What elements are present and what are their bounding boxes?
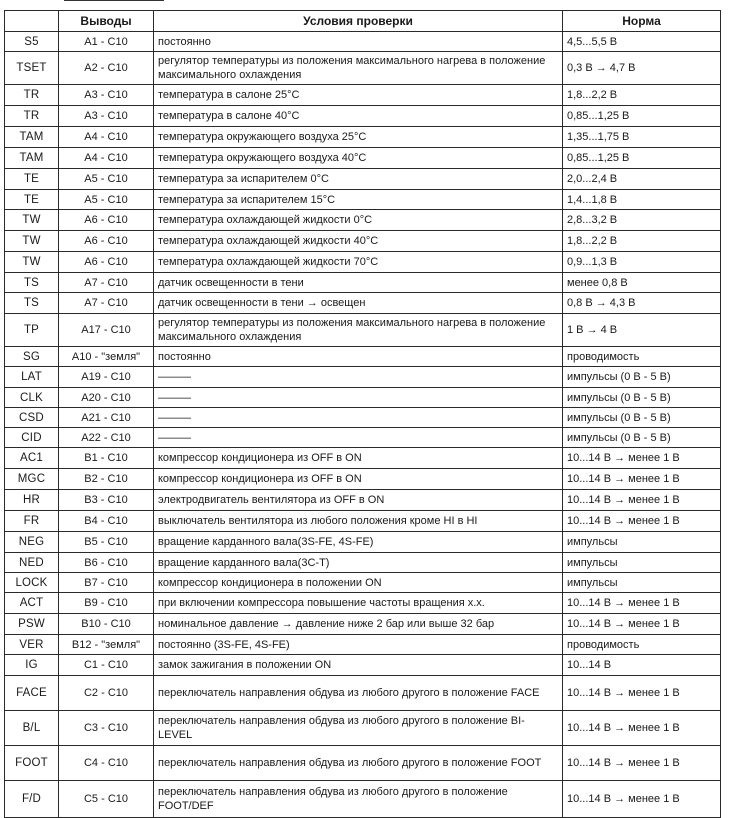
terminal-pins: B6 - C10 bbox=[59, 553, 154, 573]
terminal-pins: B12 - "земля" bbox=[59, 635, 154, 655]
check-condition: температура охлаждающей жидкости 40°C bbox=[154, 231, 563, 252]
check-condition: температура в салоне 25°C bbox=[154, 85, 563, 106]
norm-value: импульсы bbox=[563, 553, 721, 573]
table-row bbox=[5, 532, 721, 553]
terminal-pins: A6 - C10 bbox=[59, 252, 154, 273]
check-condition: температура за испарителем 0°C bbox=[154, 169, 563, 190]
signal-code: TAM bbox=[5, 148, 59, 169]
norm-value: проводимость bbox=[563, 347, 721, 367]
norm-value: 10...14 В → менее 1 В bbox=[563, 511, 721, 532]
terminal-pins: A6 - C10 bbox=[59, 231, 154, 252]
terminal-pins: A3 - C10 bbox=[59, 106, 154, 127]
norm-value: 1,35...1,75 В bbox=[563, 127, 721, 148]
norm-value: 10...14 В → менее 1 В bbox=[563, 593, 721, 614]
table-row bbox=[5, 490, 721, 511]
norm-value: 0,3 В → 4,7 В bbox=[563, 52, 721, 85]
signal-code: B/L bbox=[5, 711, 59, 746]
table-row bbox=[5, 85, 721, 106]
table-row bbox=[5, 106, 721, 127]
signal-code: FR bbox=[5, 511, 59, 532]
check-condition: температура окружающего воздуха 40°C bbox=[154, 148, 563, 169]
terminal-pins: C3 - C10 bbox=[59, 711, 154, 746]
check-condition: переключатель направления обдува из любого другого в положение FACE bbox=[154, 676, 563, 711]
check-condition: электродвигатель вентилятора из OFF в ON bbox=[154, 490, 563, 511]
terminal-pins: A22 - C10 bbox=[59, 428, 154, 448]
terminal-pins: C2 - C10 bbox=[59, 676, 154, 711]
check-condition: вращение карданного вала(3C-T) bbox=[154, 553, 563, 573]
signal-code: NEG bbox=[5, 532, 59, 553]
check-condition: ——— bbox=[154, 388, 563, 408]
check-condition: при включении компрессора повышение частоты вращения х.х. bbox=[154, 593, 563, 614]
signal-code: CLK bbox=[5, 388, 59, 408]
check-condition: температура за испарителем 15°C bbox=[154, 190, 563, 210]
table-row bbox=[5, 273, 721, 293]
ecu-terminal-check-table bbox=[4, 10, 721, 818]
check-condition: регулятор температуры из положения максимального нагрева в положение максимального охлаждения bbox=[154, 314, 563, 347]
norm-value: 10...14 В → менее 1 В bbox=[563, 490, 721, 511]
norm-value: 0,85...1,25 В bbox=[563, 148, 721, 169]
terminal-pins: A6 - C10 bbox=[59, 210, 154, 231]
check-condition: температура в салоне 40°C bbox=[154, 106, 563, 127]
table-row bbox=[5, 190, 721, 210]
check-condition: постоянно (3S-FE, 4S-FE) bbox=[154, 635, 563, 655]
table-row bbox=[5, 553, 721, 573]
check-condition: температура охлаждающей жидкости 70°C bbox=[154, 252, 563, 273]
norm-value: импульсы (0 В - 5 В) bbox=[563, 428, 721, 448]
signal-code: MGC bbox=[5, 469, 59, 490]
check-condition: датчик освещенности в тени → освещен bbox=[154, 293, 563, 314]
signal-code: FOOT bbox=[5, 746, 59, 781]
norm-value: 2,8...3,2 В bbox=[563, 210, 721, 231]
table-row bbox=[5, 428, 721, 448]
table-row bbox=[5, 231, 721, 252]
table-row bbox=[5, 711, 721, 746]
norm-value: 10...14 В → менее 1 В bbox=[563, 469, 721, 490]
table-row bbox=[5, 635, 721, 655]
signal-code: CID bbox=[5, 428, 59, 448]
table-row bbox=[5, 32, 721, 52]
check-condition: постоянно bbox=[154, 32, 563, 52]
signal-code: TE bbox=[5, 190, 59, 210]
norm-value: проводимость bbox=[563, 635, 721, 655]
table-row bbox=[5, 593, 721, 614]
check-condition: выключатель вентилятора из любого положения кроме HI в HI bbox=[154, 511, 563, 532]
signal-code: TW bbox=[5, 210, 59, 231]
table-row bbox=[5, 676, 721, 711]
terminal-pins: A1 - C10 bbox=[59, 32, 154, 52]
terminal-pins: A21 - C10 bbox=[59, 408, 154, 428]
terminal-pins: A7 - C10 bbox=[59, 293, 154, 314]
check-condition: компрессор кондиционера из OFF в ON bbox=[154, 448, 563, 469]
table-row bbox=[5, 252, 721, 273]
check-condition: постоянно bbox=[154, 347, 563, 367]
signal-code: TR bbox=[5, 106, 59, 127]
signal-code: LAT bbox=[5, 367, 59, 388]
terminal-pins: B7 - C10 bbox=[59, 573, 154, 593]
table-row bbox=[5, 127, 721, 148]
norm-value: 10...14 В → менее 1 В bbox=[563, 781, 721, 818]
check-condition: вращение карданного вала(3S-FE, 4S-FE) bbox=[154, 532, 563, 553]
terminal-pins: B2 - C10 bbox=[59, 469, 154, 490]
terminal-pins: A5 - C10 bbox=[59, 190, 154, 210]
norm-value: менее 0,8 В bbox=[563, 273, 721, 293]
terminal-pins: A4 - C10 bbox=[59, 127, 154, 148]
norm-value: 1,4...1,8 В bbox=[563, 190, 721, 210]
norm-value: 0,9...1,3 В bbox=[563, 252, 721, 273]
norm-value: 0,8 В → 4,3 В bbox=[563, 293, 721, 314]
norm-value: 1,8...2,2 В bbox=[563, 231, 721, 252]
table-row bbox=[5, 347, 721, 367]
signal-code: TSET bbox=[5, 52, 59, 85]
signal-code: HR bbox=[5, 490, 59, 511]
table-row bbox=[5, 614, 721, 635]
norm-value: импульсы bbox=[563, 573, 721, 593]
norm-value: 1 В → 4 В bbox=[563, 314, 721, 347]
terminal-pins: B5 - C10 bbox=[59, 532, 154, 553]
signal-code: S5 bbox=[5, 32, 59, 52]
signal-code: TAM bbox=[5, 127, 59, 148]
signal-code: SG bbox=[5, 347, 59, 367]
norm-value: 10...14 В → менее 1 В bbox=[563, 746, 721, 781]
terminal-pins: A17 - C10 bbox=[59, 314, 154, 347]
norm-value: импульсы bbox=[563, 532, 721, 553]
table-row bbox=[5, 511, 721, 532]
signal-code: IG bbox=[5, 655, 59, 676]
table-row bbox=[5, 781, 721, 818]
header-norm: Норма bbox=[563, 11, 721, 32]
table-row bbox=[5, 367, 721, 388]
header-conditions: Условия проверки bbox=[154, 11, 563, 32]
terminal-pins: A20 - C10 bbox=[59, 388, 154, 408]
signal-code: TW bbox=[5, 231, 59, 252]
terminal-pins: C1 - C10 bbox=[59, 655, 154, 676]
table-row bbox=[5, 210, 721, 231]
signal-code: TW bbox=[5, 252, 59, 273]
terminal-pins: B1 - C10 bbox=[59, 448, 154, 469]
check-condition: компрессор кондиционера из OFF в ON bbox=[154, 469, 563, 490]
terminal-pins: B4 - C10 bbox=[59, 511, 154, 532]
header-row bbox=[5, 11, 721, 32]
table-row bbox=[5, 314, 721, 347]
norm-value: 10...14 В bbox=[563, 655, 721, 676]
table-row bbox=[5, 148, 721, 169]
signal-code: VER bbox=[5, 635, 59, 655]
signal-code: TP bbox=[5, 314, 59, 347]
terminal-pins: B10 - C10 bbox=[59, 614, 154, 635]
check-condition: ——— bbox=[154, 408, 563, 428]
table-row bbox=[5, 469, 721, 490]
terminal-pins: A5 - C10 bbox=[59, 169, 154, 190]
signal-code: NED bbox=[5, 553, 59, 573]
signal-code: TE bbox=[5, 169, 59, 190]
norm-value: 10...14 В → менее 1 В bbox=[563, 676, 721, 711]
table-row bbox=[5, 655, 721, 676]
check-condition: компрессор кондиционера в положении ON bbox=[154, 573, 563, 593]
norm-value: 10...14 В → менее 1 В bbox=[563, 614, 721, 635]
table-row bbox=[5, 573, 721, 593]
table-row bbox=[5, 746, 721, 781]
terminal-pins: B9 - C10 bbox=[59, 593, 154, 614]
table-row bbox=[5, 169, 721, 190]
header-pins: Выводы bbox=[59, 11, 154, 32]
check-condition: ——— bbox=[154, 428, 563, 448]
norm-value: импульсы (0 В - 5 В) bbox=[563, 408, 721, 428]
signal-code: TS bbox=[5, 273, 59, 293]
signal-code: TR bbox=[5, 85, 59, 106]
signal-code: PSW bbox=[5, 614, 59, 635]
terminal-pins: A7 - C10 bbox=[59, 273, 154, 293]
check-condition: переключатель направления обдува из любого другого в положение FOOT/DEF bbox=[154, 781, 563, 818]
signal-code: FACE bbox=[5, 676, 59, 711]
check-condition: переключатель направления обдува из любого другого в положение FOOT bbox=[154, 746, 563, 781]
terminal-pins: A4 - C10 bbox=[59, 148, 154, 169]
norm-value: 0,85...1,25 В bbox=[563, 106, 721, 127]
signal-code: ACT bbox=[5, 593, 59, 614]
norm-value: импульсы (0 В - 5 В) bbox=[563, 367, 721, 388]
header-code bbox=[5, 11, 59, 32]
terminal-pins: C4 - C10 bbox=[59, 746, 154, 781]
signal-code: CSD bbox=[5, 408, 59, 428]
terminal-pins: B3 - C10 bbox=[59, 490, 154, 511]
table-body bbox=[5, 32, 721, 818]
signal-code: LOCK bbox=[5, 573, 59, 593]
norm-value: 10...14 В → менее 1 В bbox=[563, 711, 721, 746]
norm-value: 4,5...5,5 В bbox=[563, 32, 721, 52]
table-row bbox=[5, 293, 721, 314]
signal-code: AC1 bbox=[5, 448, 59, 469]
norm-value: 1,8...2,2 В bbox=[563, 85, 721, 106]
norm-value: 10...14 В → менее 1 В bbox=[563, 448, 721, 469]
terminal-pins: A19 - C10 bbox=[59, 367, 154, 388]
check-condition: датчик освещенности в тени bbox=[154, 273, 563, 293]
check-condition: ——— bbox=[154, 367, 563, 388]
terminal-pins: C5 - C10 bbox=[59, 781, 154, 818]
table-row bbox=[5, 388, 721, 408]
signal-code: F/D bbox=[5, 781, 59, 818]
check-condition: переключатель направления обдува из любого другого в положение BI-LEVEL bbox=[154, 711, 563, 746]
check-condition: номинальное давление → давление ниже 2 бар или выше 32 бар bbox=[154, 614, 563, 635]
check-condition: регулятор температуры из положения максимального нагрева в положение максимального охлаждения bbox=[154, 52, 563, 85]
norm-value: 2,0...2,4 В bbox=[563, 169, 721, 190]
check-condition: замок зажигания в положении ON bbox=[154, 655, 563, 676]
terminal-pins: A3 - C10 bbox=[59, 85, 154, 106]
table-row bbox=[5, 408, 721, 428]
check-condition: температура окружающего воздуха 25°C bbox=[154, 127, 563, 148]
terminal-pins: A10 - "земля" bbox=[59, 347, 154, 367]
norm-value: импульсы (0 В - 5 В) bbox=[563, 388, 721, 408]
terminal-pins: A2 - C10 bbox=[59, 52, 154, 85]
table-row bbox=[5, 448, 721, 469]
table-row bbox=[5, 52, 721, 85]
top-border-fragment bbox=[64, 0, 164, 1]
signal-code: TS bbox=[5, 293, 59, 314]
check-condition: температура охлаждающей жидкости 0°C bbox=[154, 210, 563, 231]
